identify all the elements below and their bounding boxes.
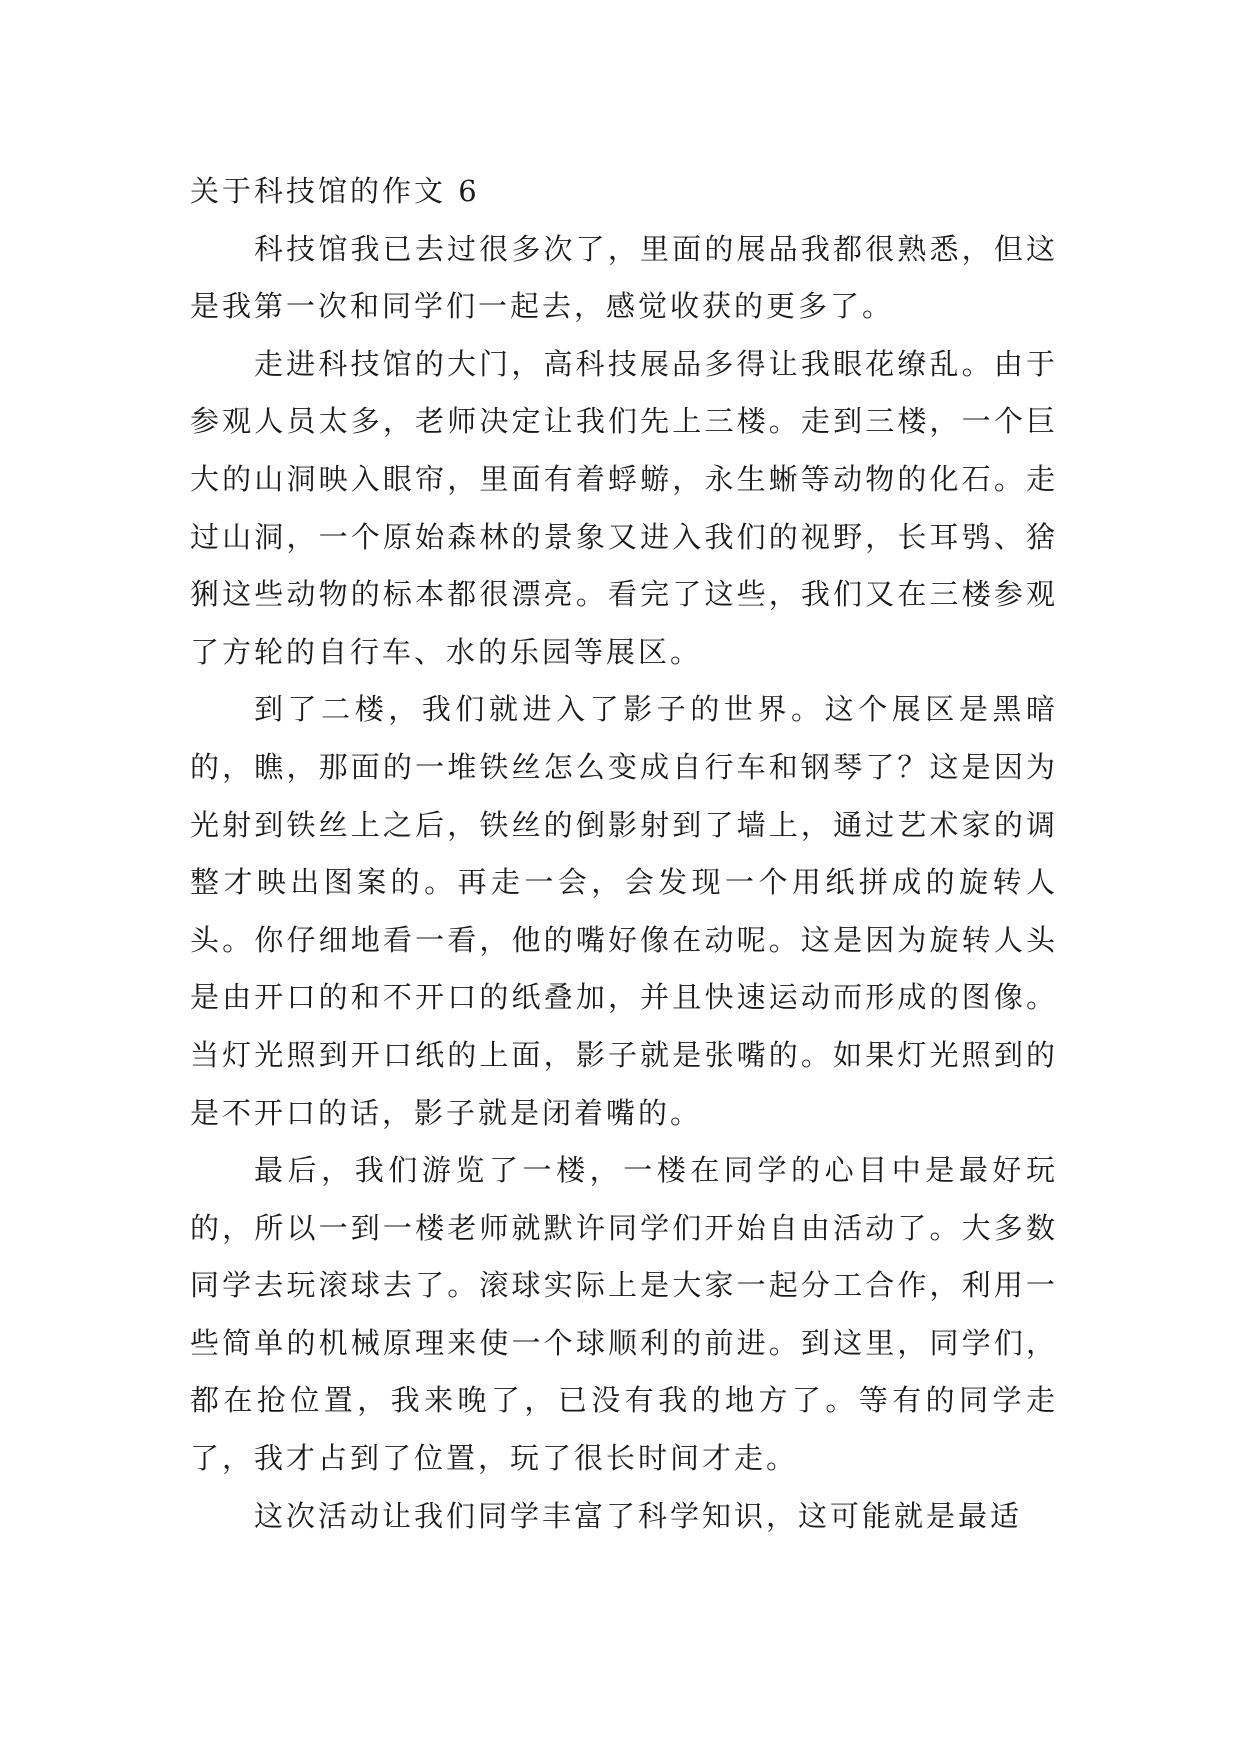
document-title: 关于科技馆的作文 6 [190, 174, 480, 208]
paragraph-2: 走进科技馆的大门，高科技展品多得让我眼花缭乱。由于参观人员太多，老师决定让我们先上三楼。走到三楼，一个巨大的山洞映入眼帘，里面有着蜉蝣，永生蜥等动物的化石。走过山洞，一个原始森林的景象又进入我们的视野，长耳鸮、猞猁这些动物的标本都很漂亮。看完了这些，我们又在三楼参观了方轮的自行车、水的乐园等展区。 [190, 346, 1058, 669]
document-body [190, 163, 1058, 1545]
paragraph-4: 最后，我们游览了一楼，一楼在同学的心目中是最好玩的，所以一到一楼老师就默许同学们开始自由活动了。大多数同学去玩滚球去了。滚球实际上是大家一起分工合作，利用一些简单的机械原理来使一个球顺利的前进。到这里，同学们，都在抢位置，我来晚了，已没有我的地方了。等有的同学走了，我才占到了位置，玩了很长时间才走。 [190, 1153, 1058, 1476]
paragraph-5: 这次活动让我们同学丰富了科学知识，这可能就是最适 [254, 1498, 1023, 1533]
paragraph-3: 到了二楼，我们就进入了影子的世界。这个展区是黑暗的，瞧，那面的一堆铁丝怎么变成自行车和钢琴了？这是因为光射到铁丝上之后，铁丝的倒影射到了墙上，通过艺术家的调整才映出图案的。再走一会，会发现一个用纸拼成的旋转人头。你仔细地看一看，他的嘴好像在动呢。这是因为旋转人头是由开口的和不开口的纸叠加，并且快速运动而形成的图像。当灯光照到开口纸的上面，影子就是张嘴的。如果灯光照到的是不开口的话，影子就是闭着嘴的。 [190, 692, 1058, 1130]
paragraph-1: 科技馆我已去过很多次了，里面的展品我都很熟悉，但这是我第一次和同学们一起去，感觉收获的更多了。 [190, 231, 1058, 324]
